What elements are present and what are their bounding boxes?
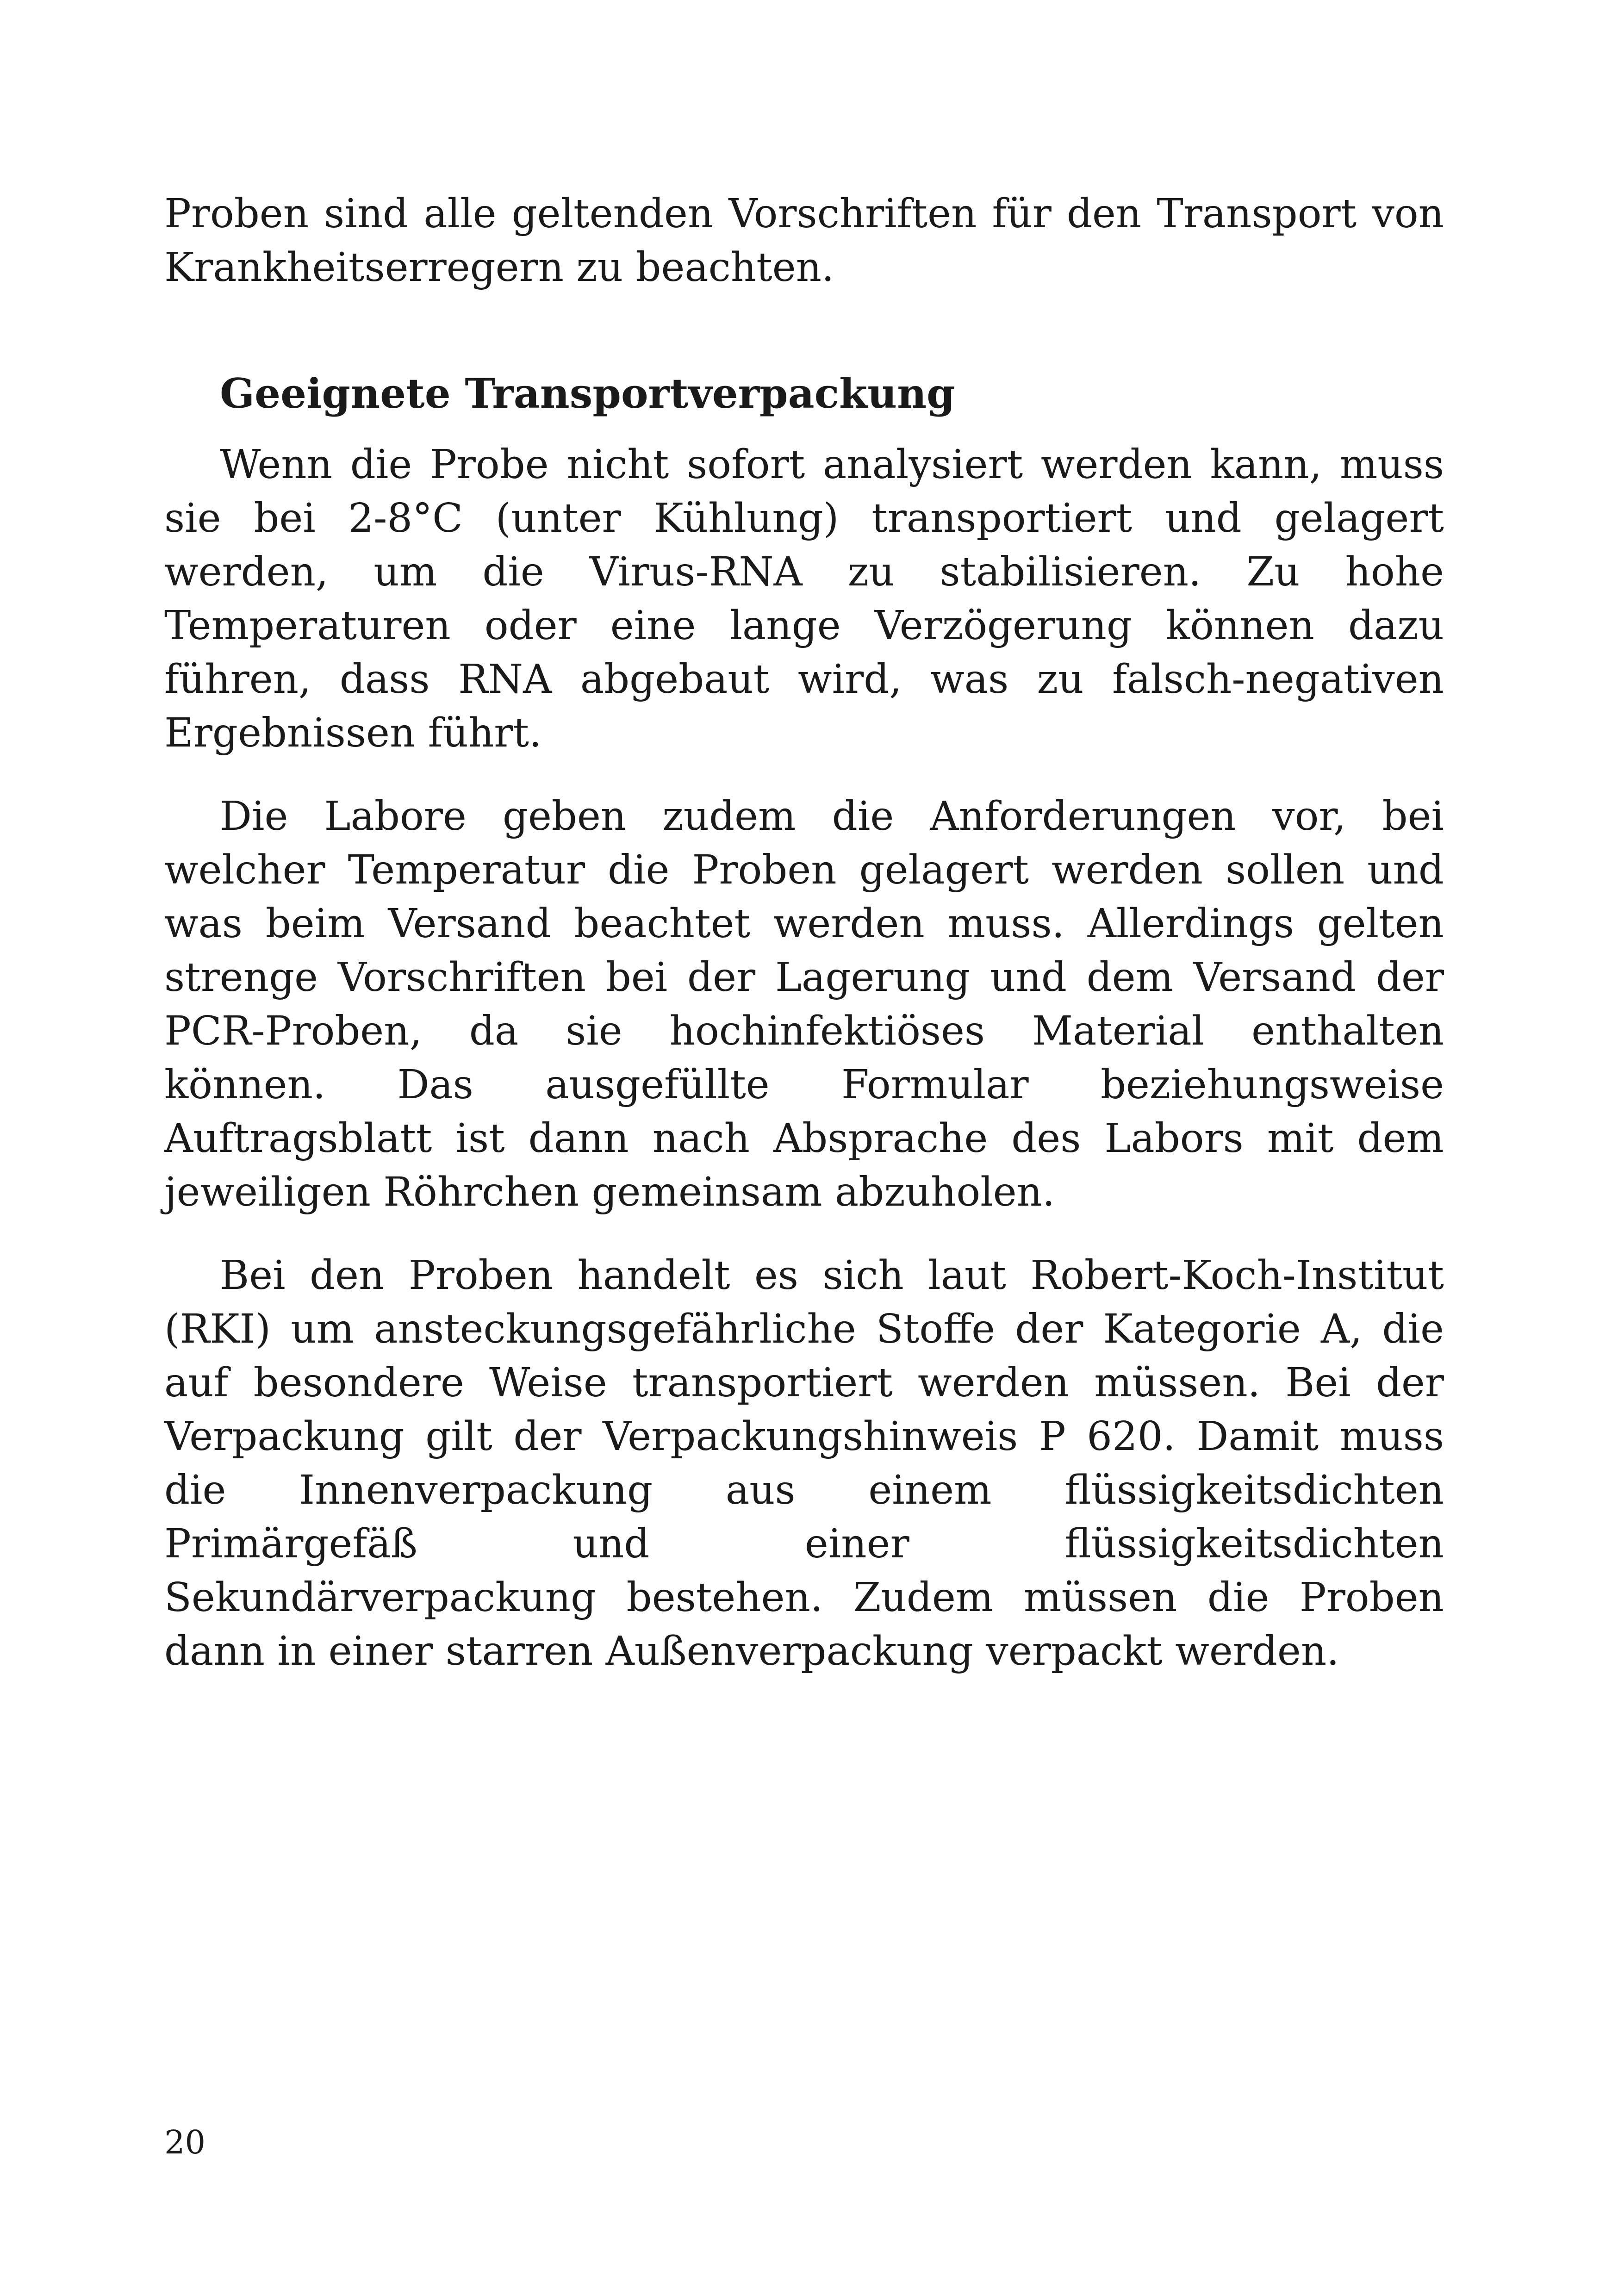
page-number: 20 bbox=[164, 2123, 206, 2161]
paragraph-rki-packaging-rules: Bei den Proben handelt es sich laut Robert-Koch-Institut (RKI) um ansteckungsgefährliche Stoffe der Kategorie A, die auf besondere Weise transportiert werden müssen. Bei der Verpackung gilt der Verpackungshinweis P 620. Damit muss die Innenverpackung aus einem flüssigkeitsdichten Primärgefäß und einer flüssigkeitsdichten Sekundärverpackung bestehen. Zudem müssen die Proben dann in einer starren Außenverpackung verpackt werden. bbox=[164, 1252, 1444, 1674]
paragraph-lab-requirements: Die Labore geben zudem die Anforderungen vor, bei welcher Temperatur die Proben gelagert werden sollen und was beim Versand beachtet werden muss. Allerdings gelten strenge Vorschriften bei der Lagerung und dem Versand der PCR-Proben, da sie hochinfektiöses Material enthalten können. Das ausgefüllte Formular beziehungsweise Auftragsblatt ist dann nach Absprache des Labors mit dem jeweiligen Röhrchen gemeinsam abzuholen. bbox=[164, 793, 1444, 1215]
paragraph-storage-temperature: Wenn die Probe nicht sofort analysiert werden kann, muss sie bei 2-8°C (unter Kühlung) transportiert und gelagert werden, um die Virus-RNA zu stabilisieren. Zu hohe Temperaturen oder eine lange Verzögerung können dazu führen, dass RNA abgebaut wird, was zu falsch-negativen Ergebnissen führt. bbox=[164, 442, 1444, 756]
intro-continuation-block bbox=[164, 187, 1444, 294]
transport-packaging-section bbox=[164, 366, 1444, 1708]
intro-continuation-paragraph: Proben sind alle geltenden Vorschriften für den Transport von Krankheitserregern zu beachten. bbox=[164, 191, 1444, 291]
section-heading: Geeignete Transportverpackung bbox=[220, 369, 955, 417]
